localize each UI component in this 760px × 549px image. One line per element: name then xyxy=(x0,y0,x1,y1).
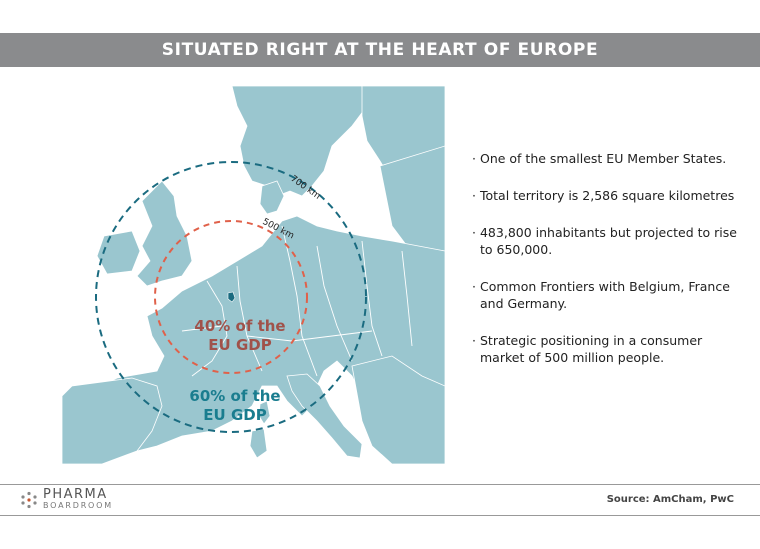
facts-list xyxy=(468,150,748,386)
gdp-inner-line2: EU GDP xyxy=(208,336,272,354)
label-700km: 700 km xyxy=(288,173,322,202)
gdp-outer-line1: 60% of the xyxy=(189,387,281,405)
sardinia xyxy=(250,429,267,458)
fact-item: · One of the smallest EU Member States. xyxy=(468,150,748,167)
italy xyxy=(287,374,362,458)
fact-item: · Common Frontiers with Belgium, France and Germany. xyxy=(468,278,748,312)
gdp-inner-label xyxy=(190,317,290,355)
logo-main-text: PHARMA xyxy=(43,487,108,502)
gdp-outer-label xyxy=(185,387,285,425)
gdp-inner-line1: 40% of the xyxy=(194,317,286,335)
source-note: Source: AmCham, PwC xyxy=(606,494,734,505)
iberia xyxy=(62,378,162,464)
fact-item: · 483,800 inhabitants but projected to rise to 650,000. xyxy=(468,224,748,258)
title-bar xyxy=(0,33,760,67)
label-500km: 500 km xyxy=(260,216,296,242)
logo-sub-text: BOARDROOM xyxy=(43,501,113,510)
fact-item: · Total territory is 2,586 square kilometres xyxy=(468,187,748,204)
pharma-boardroom-logo xyxy=(20,489,113,511)
footer-divider-bottom xyxy=(0,515,760,516)
fact-item: · Strategic positioning in a consumer market of 500 million people. xyxy=(468,332,748,366)
great-britain xyxy=(137,181,192,286)
logo-dots-icon xyxy=(20,491,38,509)
gdp-outer-line2: EU GDP xyxy=(203,406,267,424)
footer-divider-top xyxy=(0,484,760,485)
page-title: SITUATED RIGHT AT THE HEART OF EUROPE xyxy=(161,40,599,60)
